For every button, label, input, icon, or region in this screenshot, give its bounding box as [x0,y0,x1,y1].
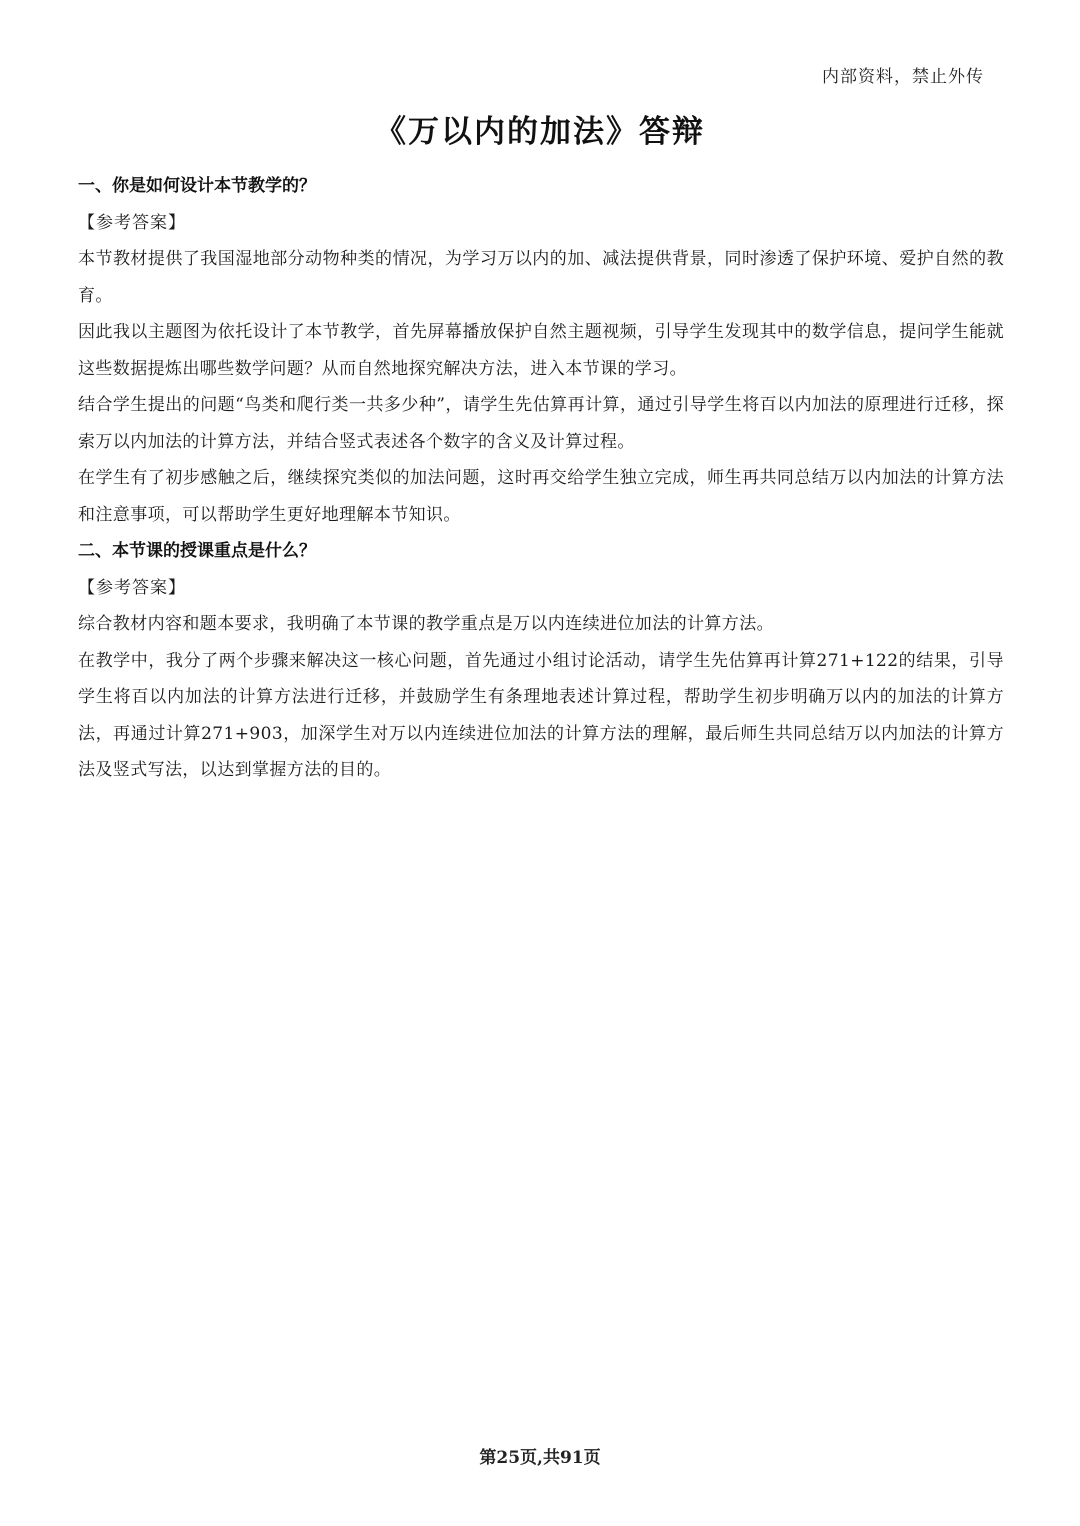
answer-paragraph: 结合学生提出的问题“鸟类和爬行类一共多少种”，请学生先估算再计算，通过引导学生将百以内加法的原理进行迁移，探索万以内加法的计算方法，并结合竖式表述各个数字的含义及计算过程。 [78,395,1004,452]
answer-paragraph: 在学生有了初步感触之后，继续探究类似的加法问题，这时再交给学生独立完成，师生再共同总结万以内加法的计算方法和注意事项，可以帮助学生更好地理解本节知识。 [78,468,1004,525]
answer-label: 【参考答案】 [78,212,186,233]
confidential-note: 内部资料，禁止外传 [822,67,984,87]
section-2 [78,533,1004,789]
document-title: 《万以内的加法》答辩 [375,114,705,150]
section-1 [78,168,1004,533]
question-heading: 二、本节课的授课重点是什么？ [78,541,316,561]
question-heading: 一、你是如何设计本节教学的？ [78,176,316,196]
document-body [78,168,1004,789]
answer-paragraph: 综合教材内容和题本要求，我明确了本节课的教学重点是万以内连续进位加法的计算方法。 [78,614,774,634]
answer-paragraph: 本节教材提供了我国湿地部分动物种类的情况，为学习万以内的加、减法提供背景，同时渗透了保护环境、爱护自然的教育。 [78,249,1004,306]
answer-label: 【参考答案】 [78,577,186,598]
answer-paragraph: 因此我以主题图为依托设计了本节教学，首先屏幕播放保护自然主题视频，引导学生发现其中的数学信息，提问学生能就这些数据提炼出哪些数学问题？从而自然地探究解决方法，进入本节课的学习。 [78,322,1004,379]
page-number: 第25页,共91页 [479,1448,601,1468]
answer-paragraph: 在教学中，我分了两个步骤来解决这一核心问题，首先通过小组讨论活动，请学生先估算再计算271+122的结果，引导学生将百以内加法的计算方法进行迁移，并鼓励学生有条理地表述计算过程，帮助学生初步明确万以内的加法的计算方法，再通过计算271+903，加深学生对万以内连续进位加法的计算方法的理解，最后师生共同总结万以内加法的计算方法及竖式写法，以达到掌握方法的目的。 [78,650,1004,780]
